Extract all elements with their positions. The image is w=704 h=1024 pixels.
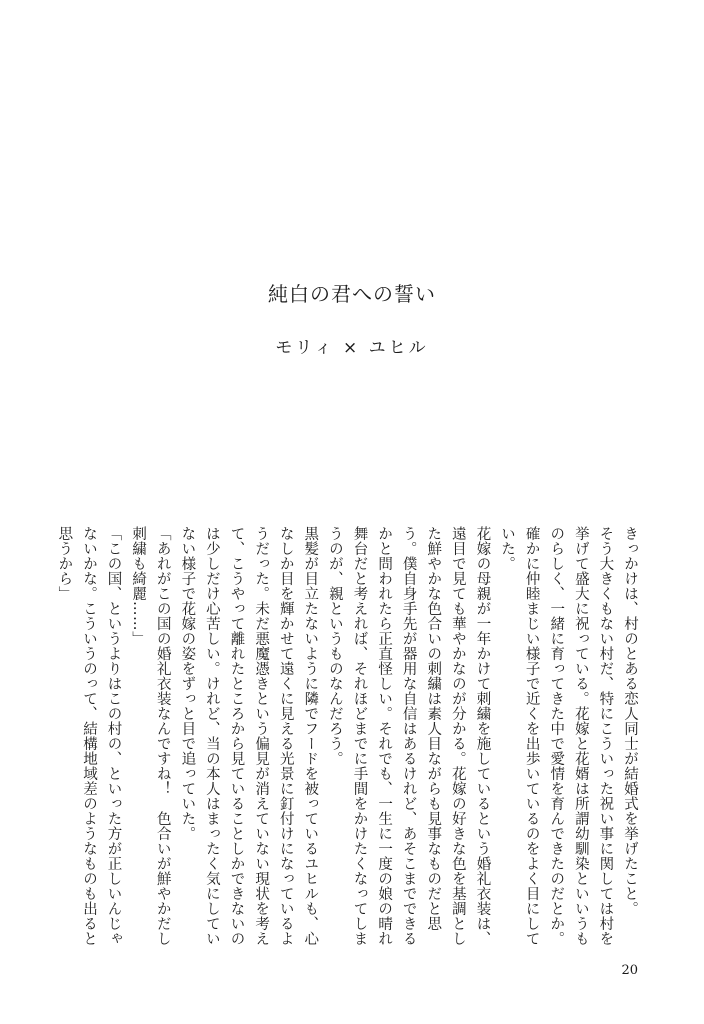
character-pairing: モリィ × ユヒル	[275, 338, 429, 358]
paragraph: 花嫁の母親が一年かけて刺繍を施しているという婚礼衣装は、遠目で見ても華やかなのが分かる。花嫁の好きな色を基調とした鮮やかな色合いの刺繍は素人目ながらも見事なものだと思う。僕自身手先が器用な自信はあるけれど、あそこまでできるかと問われたら正直怪しい。それでも、一生に一度の娘の晴れ舞台だと考えれば、それほどまでに手間をかけたくなってしまうのが、親というものなんだろう。	[326, 526, 491, 946]
body-text	[52, 526, 642, 951]
page-number: 20	[621, 963, 638, 978]
paragraph: きっかけは、村のとある恋人同士が結婚式を挙げたこと。	[622, 526, 638, 916]
story-title: 純白の君への誓い	[268, 282, 436, 306]
paragraph: そう大きくもない村だ、特にこういった祝い事に関しては村を挙げて盛大に祝っている。花嫁と花婿は所謂幼馴染といいうものらしく、一緒に育ってきた中で愛情を育んできたのだとか。確かに仲睦まじい様子で近くを出歩いているのをよく目にしていた。	[499, 526, 614, 946]
paragraph: 黒髪が目立たないように隣でフードを被っているユヒルも、心なしか目を輝かせて遠くに見える光景に釘付けになっているようだった。未だ悪魔憑きという偏見が消えていない現状を考えて、こうやって離れたところから見ていることしかできないのは少しだけ心苦しい。けれど、当の本人はまったく気にしていない様子で花嫁の姿をずっと目で追っていた。	[179, 526, 319, 946]
dialogue: 「この国、というよりはこの村の、といった方が正しいんじゃないかな。こういうのって、結構地域差のようなものも出ると思うから」	[56, 526, 122, 946]
dialogue: 「あれがこの国の婚礼衣装なんですね！ 色合いが鮮やかだし刺繍も綺麗……」	[130, 526, 171, 946]
